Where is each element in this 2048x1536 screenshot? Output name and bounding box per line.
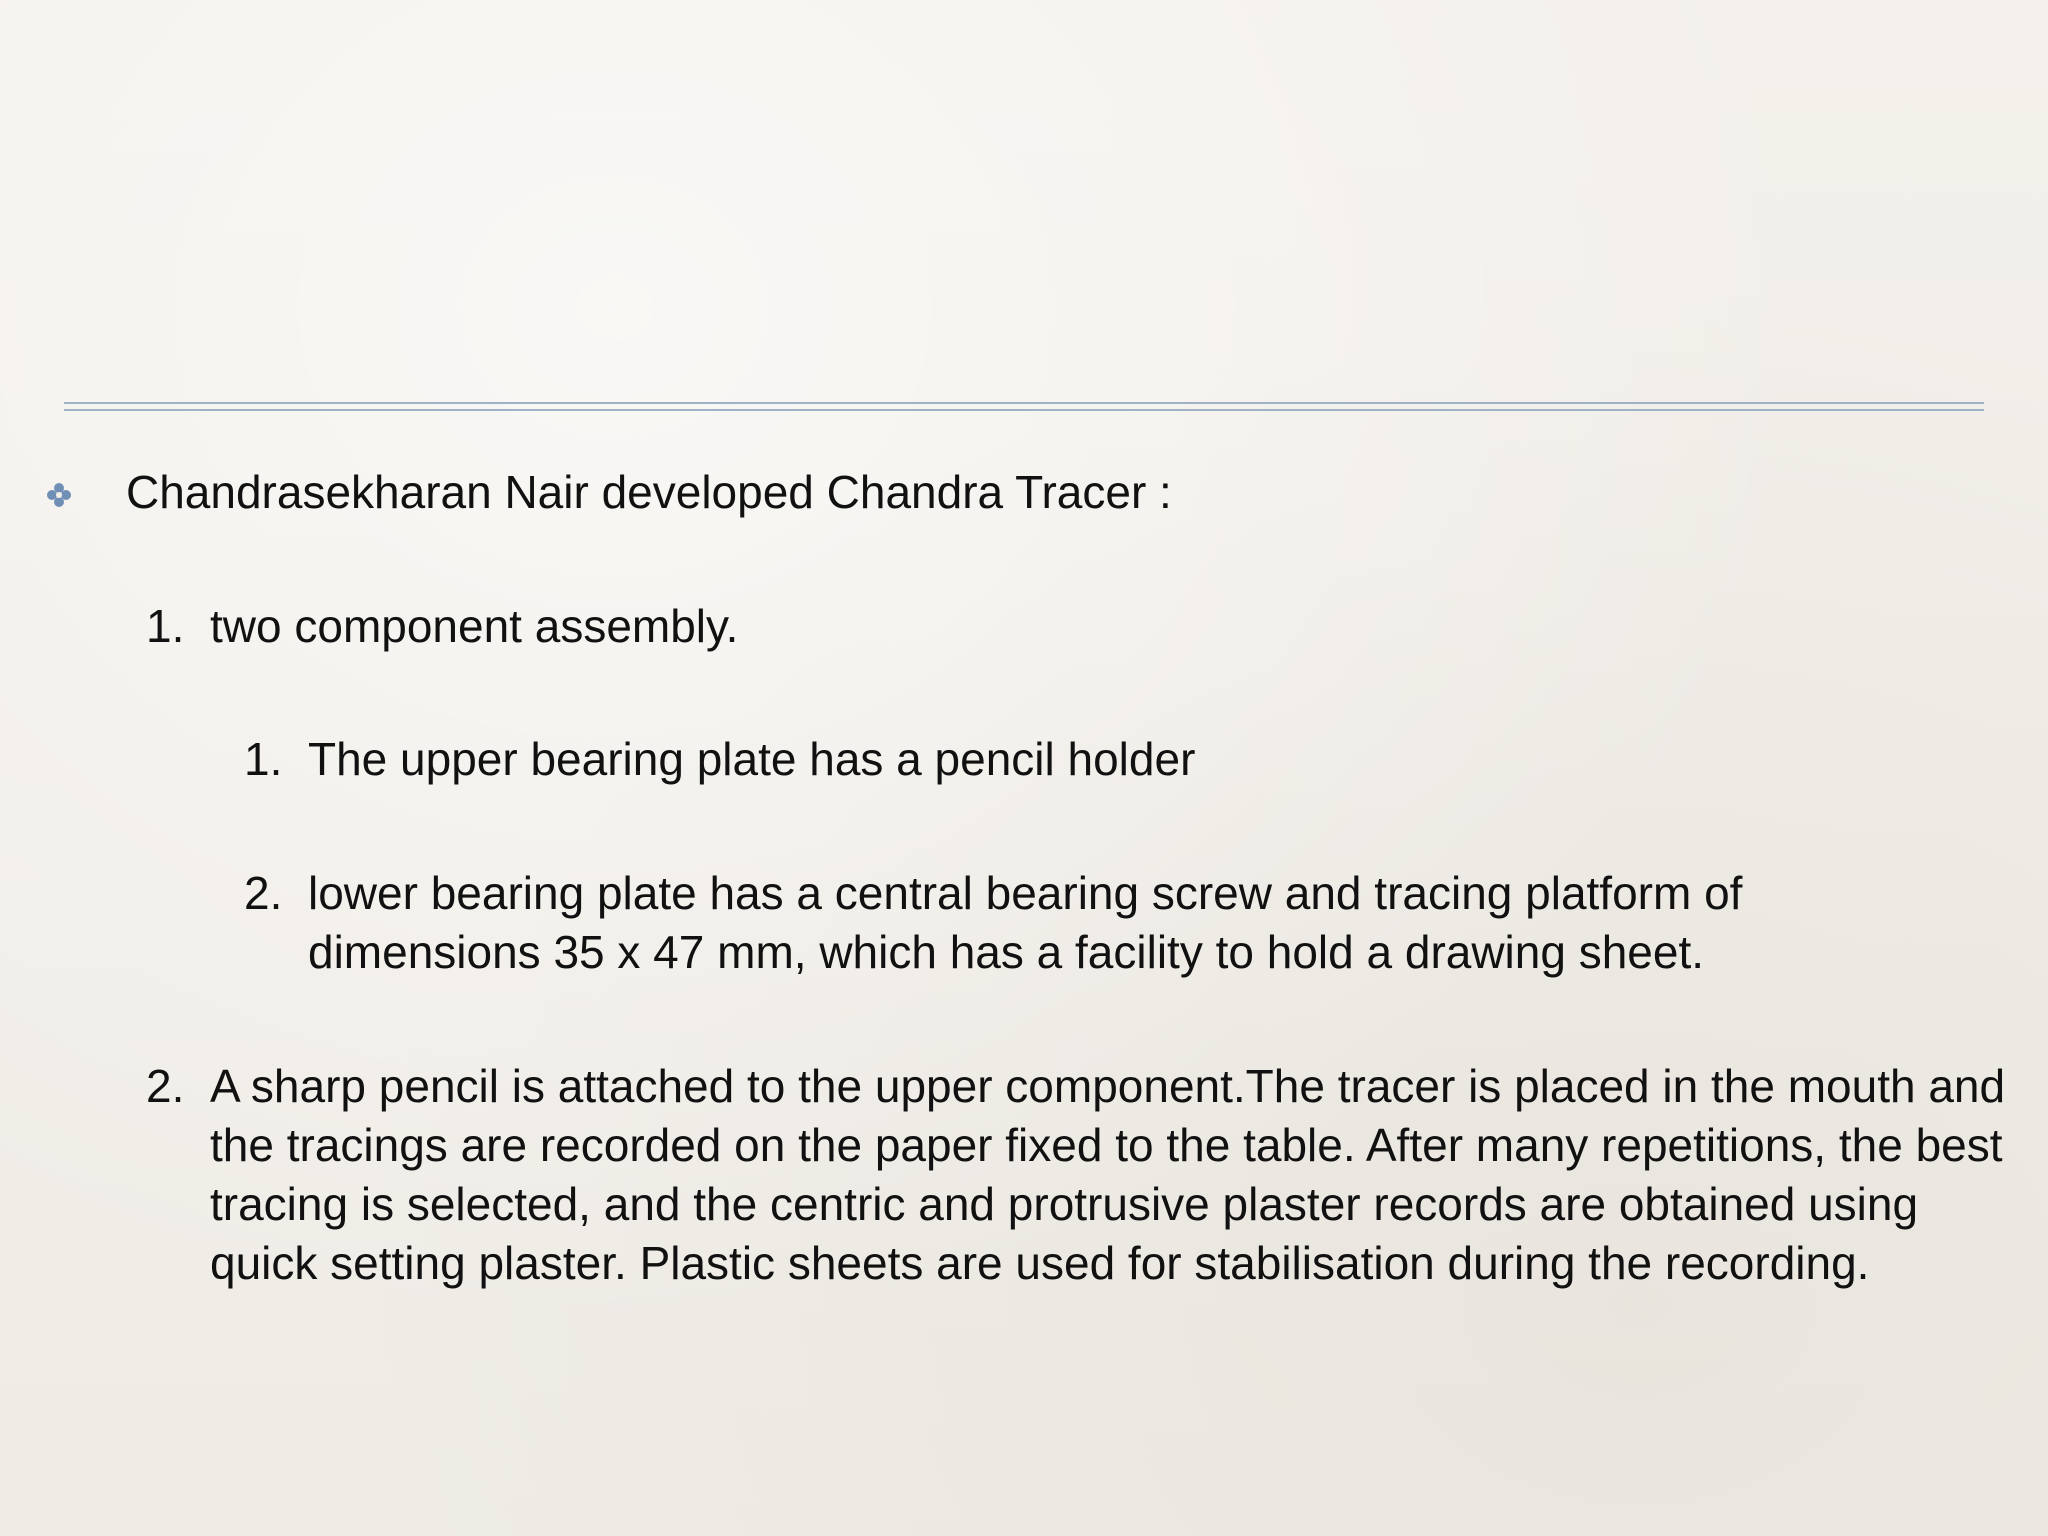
sub-list-item-number: 1.	[244, 733, 283, 785]
sub-list-item-number: 2.	[244, 867, 283, 919]
main-bullet-text: Chandrasekharan Nair developed Chandra Tracer :	[126, 466, 1172, 518]
divider-line-bottom	[64, 409, 1984, 411]
sub-list-item-2	[244, 864, 1984, 984]
four-petal-flower-bullet-icon	[46, 482, 72, 508]
list-item-1	[146, 597, 1996, 657]
list-item-number: 1.	[146, 600, 185, 652]
list-item-text: two component assembly.	[210, 600, 739, 652]
sub-list-item-text: lower bearing plate has a central bearing screw and tracing platform of dimensions 35 x 47 mm, which has a facility to hold a drawing sheet.	[308, 867, 1743, 978]
sub-list-item-1	[244, 730, 1984, 790]
main-bullet	[46, 462, 1946, 522]
divider-line-top	[64, 402, 1984, 404]
title-divider	[64, 402, 1984, 412]
list-item-text: A sharp pencil is attached to the upper component.The tracer is placed in the mouth and the tracings are recorded on the paper fixed to the table. After many repetitions, the best tracing is selected, and the centric and protrusive plaster records are obtained using quick setting plaster. Plastic sheets are used for stabilisation during the recording.	[210, 1060, 2006, 1289]
sub-list-item-text: The upper bearing plate has a pencil holder	[308, 733, 1196, 785]
list-item-2	[146, 1057, 2006, 1357]
list-item-number: 2.	[146, 1060, 185, 1112]
